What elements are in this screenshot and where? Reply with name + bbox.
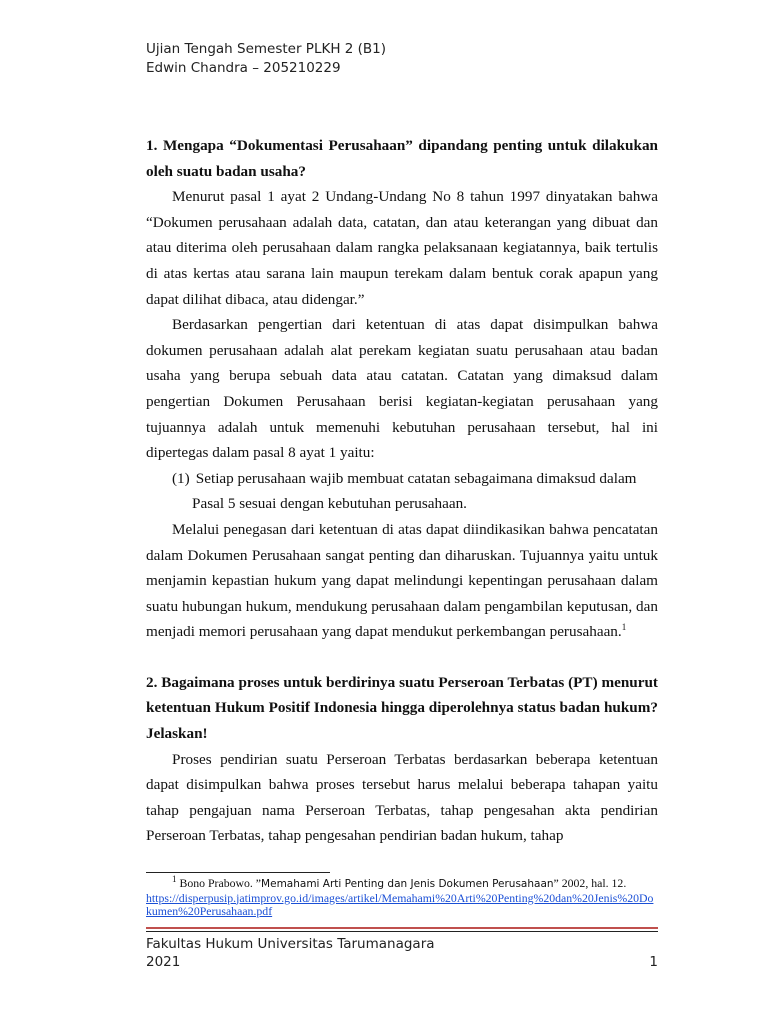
question-2-heading: 2. Bagaimana proses untuk berdirinya suatu Perseroan Terbatas (PT) menurut ketentuan Hukum Positif Indonesia hingga diperolehnya status badan hukum? Jelaskan! xyxy=(146,673,658,743)
header-author: Edwin Chandra – 205210229 xyxy=(146,60,341,76)
q1-paragraph-1: Menurut pasal 1 ayat 2 Undang-Undang No 8 tahun 1997 dinyatakan bahwa “Dokumen perusahaan adalah data, catatan, dan atau keterangan yang dibuat dan atau diterima oleh perusahaan dalam rangka pelaksanaan kegiatannya, baik tertulis di atas kertas atau sarana lain maupun terekam dalam bentuk corak apapun yang dapat dilihat dibaca, atau didengar.” xyxy=(146,188,658,308)
footer-year: 2021 xyxy=(146,954,181,970)
list-item-text-line2: Pasal 5 sesuai dengan kebutuhan perusahaan. xyxy=(192,495,467,513)
footer-rule-red xyxy=(146,927,658,929)
page-footer xyxy=(146,935,658,971)
page-number: 1 xyxy=(649,954,658,970)
footnote-reference[interactable]: 1 xyxy=(621,622,627,633)
list-item-1 xyxy=(146,466,658,492)
q1-paragraph-3-text: Melalui penegasan dari ketentuan di atas dapat diindikasikan bahwa pencatatan dalam Dokumen Perusahaan sangat penting dan diharuskan. Tujuannya yaitu untuk menjamin kepastian hukum yang dapat melindungi kepentingan perusahaan dalam suatu hubungan hukum, mendukung perusahaan dalam pengambilan keputusan, dan menjadi memori perusahaan yang dapat mendukut perkembangan perusahaan. xyxy=(146,520,658,641)
footer-institution: Fakultas Hukum Universitas Tarumanagara xyxy=(146,936,435,952)
document-body xyxy=(146,133,658,849)
q1-paragraph-2: Berdasarkan pengertian dari ketentuan di atas dapat disimpulkan bahwa dokumen perusahaan adalah alat perekam kegiatan suatu perusahaan atau badan usaha yang berupa sebuah data atau catatan. Catatan yang dimaksud dalam pengertian Dokumen Perusahaan berisi kegiatan-kegiatan perusahaan yang tujuannya adalah untuk memenuhi kebutuhan perusahaan tersebut, hal ini dipertegas dalam pasal 8 ayat 1 yaitu: xyxy=(146,316,658,462)
question-1-heading: 1. Mengapa “Dokumentasi Perusahaan” dipandang penting untuk dilakukan oleh suatu badan usaha? xyxy=(146,137,658,180)
q2-paragraph-1: Proses pendirian suatu Perseroan Terbatas berdasarkan beberapa ketentuan dapat disimpulkan bahwa proses tersebut harus melalui beberapa tahapan yaitu tahap pengajuan nama Perseroan Terbatas, tahap pengesahan akta pendirian Perseroan Terbatas, tahap pengesahan pendirian badan hukum, tahap xyxy=(146,750,658,845)
footnote-url-link[interactable]: https://disperpusip.jatimprov.go.id/images/artikel/Memahami%20Arti%20Penting%20dan%20Jenis%20Dokumen%20Perusahaan.pdf xyxy=(146,890,654,918)
list-item-number: (1) xyxy=(172,469,190,487)
q1-paragraph-3 xyxy=(146,517,658,645)
footer-rule-dark xyxy=(146,931,658,932)
list-item-text-line1: Setiap perusahaan wajib membuat catatan sebagaimana dimaksud dalam xyxy=(195,469,637,487)
footnote-separator xyxy=(146,872,330,873)
footnote-author: Bono Prabowo. ” xyxy=(179,876,262,890)
footnote-details: ” 2002, hal. 12. xyxy=(553,876,627,890)
header-exam-title: Ujian Tengah Semester PLKH 2 (B1) xyxy=(146,41,387,57)
page-header xyxy=(146,40,386,78)
footnote xyxy=(146,874,658,919)
footnote-title: Memahami Arti Penting dan Jenis Dokumen Perusahaan xyxy=(261,878,554,890)
footnote-number: 1 xyxy=(172,874,177,885)
